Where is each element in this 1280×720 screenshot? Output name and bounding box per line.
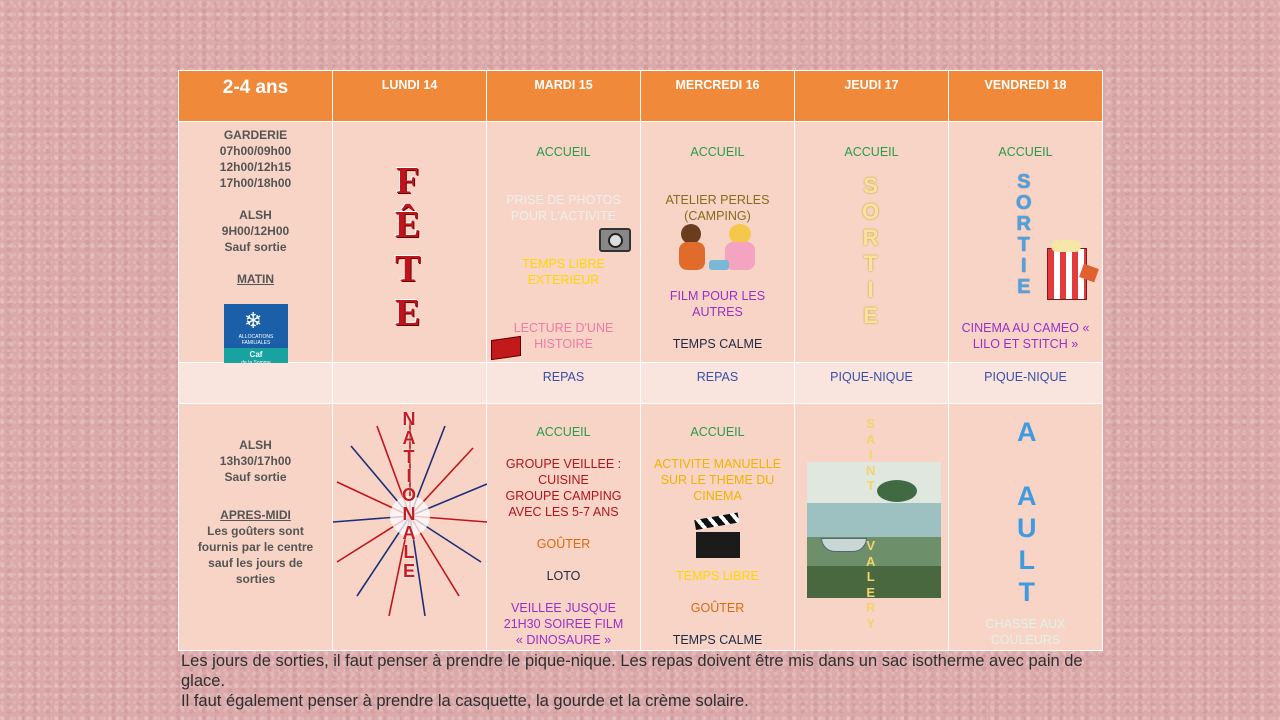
notes-block <box>181 651 1111 711</box>
logo-text: FAMILIALES <box>241 340 271 346</box>
sortie-vertical-text: S O R T I E <box>1016 171 1032 298</box>
activity-accueil: ACCUEIL <box>690 425 745 439</box>
time-slot: 07h00/09h00 <box>219 144 292 158</box>
garderie-label: GARDERIE <box>223 128 288 142</box>
clapperboard-icon <box>696 520 740 558</box>
saint-vertical-text: S A I N T <box>866 416 876 493</box>
activity-photos: PRISE DE PHOTOS POUR L'ACTIVITE <box>506 193 621 223</box>
gouter-note: Les goûters sont fournis par le centre sauf les jours de sorties <box>197 524 314 586</box>
lunch-label: REPAS <box>696 370 739 384</box>
weekly-planning-table <box>178 70 1103 651</box>
day-header-tuesday: MARDI 15 <box>487 71 641 122</box>
fete-vertical-text: F Ê T E <box>395 160 421 334</box>
activity-accueil: ACCUEIL <box>844 145 899 159</box>
sortie-vertical-text: S O R T I E <box>862 173 880 328</box>
activity-temps-libre: TEMPS LIBRE EXTERIEUR <box>522 257 605 287</box>
age-header: 2-4 ans <box>179 71 333 122</box>
activity-temps-calme: TEMPS CALME <box>672 633 763 647</box>
monday-lunch-cell <box>333 363 487 404</box>
period-matin: MATIN <box>236 272 275 286</box>
activity-loto: LOTO <box>546 569 581 583</box>
activity-gouter: GOÛTER <box>690 601 745 615</box>
afternoon-info-cell <box>179 404 333 651</box>
friday-morning-cell <box>949 122 1103 363</box>
activity-gouter: GOÛTER <box>536 537 591 551</box>
friday-afternoon-cell <box>949 404 1103 651</box>
wednesday-afternoon-cell <box>641 404 795 651</box>
time-slot: 17h00/18h00 <box>219 176 292 190</box>
activity-temps-libre: TEMPS LIBRE <box>676 569 759 583</box>
thursday-afternoon-cell <box>795 404 949 651</box>
children-playing-icon <box>679 222 763 274</box>
tuesday-afternoon-cell <box>487 404 641 651</box>
monday-morning-cell <box>333 122 487 363</box>
activity-accueil: ACCUEIL <box>690 145 745 159</box>
lunch-label: PIQUE-NIQUE <box>984 370 1067 384</box>
note-casquette: Il faut également penser à prendre la casquette, la gourde et la crème solaire. <box>181 692 749 710</box>
sauf-sortie: Sauf sortie <box>224 240 287 254</box>
day-header-monday: LUNDI 14 <box>333 71 487 122</box>
activity-accueil: ACCUEIL <box>998 145 1053 159</box>
alsh-label: ALSH <box>239 438 272 452</box>
lunch-label: REPAS <box>542 370 585 384</box>
camera-icon <box>599 228 631 252</box>
activity-temps-calme: TEMPS CALME <box>672 337 763 351</box>
activity-cinema: CINEMA AU CAMEO « LILO ET STITCH » <box>961 321 1090 351</box>
activity-chasse-couleurs: CHASSE AUX COULEURS <box>985 617 1066 647</box>
alsh-time: 13h30/17h00 <box>219 454 292 468</box>
thursday-lunch-cell <box>795 363 949 404</box>
thursday-morning-cell <box>795 122 949 363</box>
alsh-time: 9H00/12H00 <box>221 224 290 238</box>
note-pique-nique: Les jours de sorties, il faut penser à prendre le pique-nique. Les repas doivent être mis dans un sac isotherme avec pain de glace. <box>181 652 1083 690</box>
lunch-label: PIQUE-NIQUE <box>830 370 913 384</box>
activity-manuelle: ACTIVITE MANUELLE SUR LE THEME DU CINEMA <box>653 457 782 503</box>
tuesday-lunch-cell <box>487 363 641 404</box>
ault-vertical-text: A U L T <box>1017 481 1037 607</box>
activity-perles: ATELIER PERLES (CAMPING) <box>665 193 770 223</box>
alsh-label: ALSH <box>239 208 272 222</box>
activity-accueil: ACCUEIL <box>536 425 591 439</box>
activity-camping: GROUPE CAMPING AVEC LES 5-7 ANS <box>505 489 622 519</box>
day-header-wednesday: MERCREDI 16 <box>641 71 795 122</box>
activity-film: FILM POUR LES AUTRES <box>669 289 766 319</box>
tuesday-morning-cell <box>487 122 641 363</box>
activity-lecture: LECTURE D'UNE HISTOIRE <box>513 321 614 351</box>
wednesday-lunch-cell <box>641 363 795 404</box>
day-header-thursday: JEUDI 17 <box>795 71 949 122</box>
activity-accueil: ACCUEIL <box>536 145 591 159</box>
snowflake-icon: ❄ <box>244 308 263 333</box>
wednesday-morning-cell <box>641 122 795 363</box>
monday-afternoon-cell <box>333 404 487 651</box>
nationale-vertical-text: N A T I O N A L E <box>402 409 417 581</box>
activity-soiree-film: VEILLEE JUSQUE 21H30 SOIREE FILM « DINOSAURE » <box>503 601 624 647</box>
morning-info-cell <box>179 122 333 363</box>
logo-text: ALLOCATIONS <box>238 334 274 340</box>
a-letter: A <box>1017 417 1037 447</box>
friday-lunch-cell <box>949 363 1103 404</box>
lunch-info-cell <box>179 363 333 404</box>
sauf-sortie: Sauf sortie <box>224 470 287 484</box>
activity-veillee: GROUPE VEILLEE : CUISINE <box>505 457 622 487</box>
period-apres-midi: APRES-MIDI <box>220 508 291 522</box>
time-slot: 12h00/12h15 <box>219 160 292 174</box>
cinema-popcorn-icon <box>1041 240 1097 302</box>
logo-text: Caf <box>249 350 263 359</box>
day-header-friday: VENDREDI 18 <box>949 71 1103 122</box>
valery-vertical-text: V A L E R Y <box>866 538 876 631</box>
